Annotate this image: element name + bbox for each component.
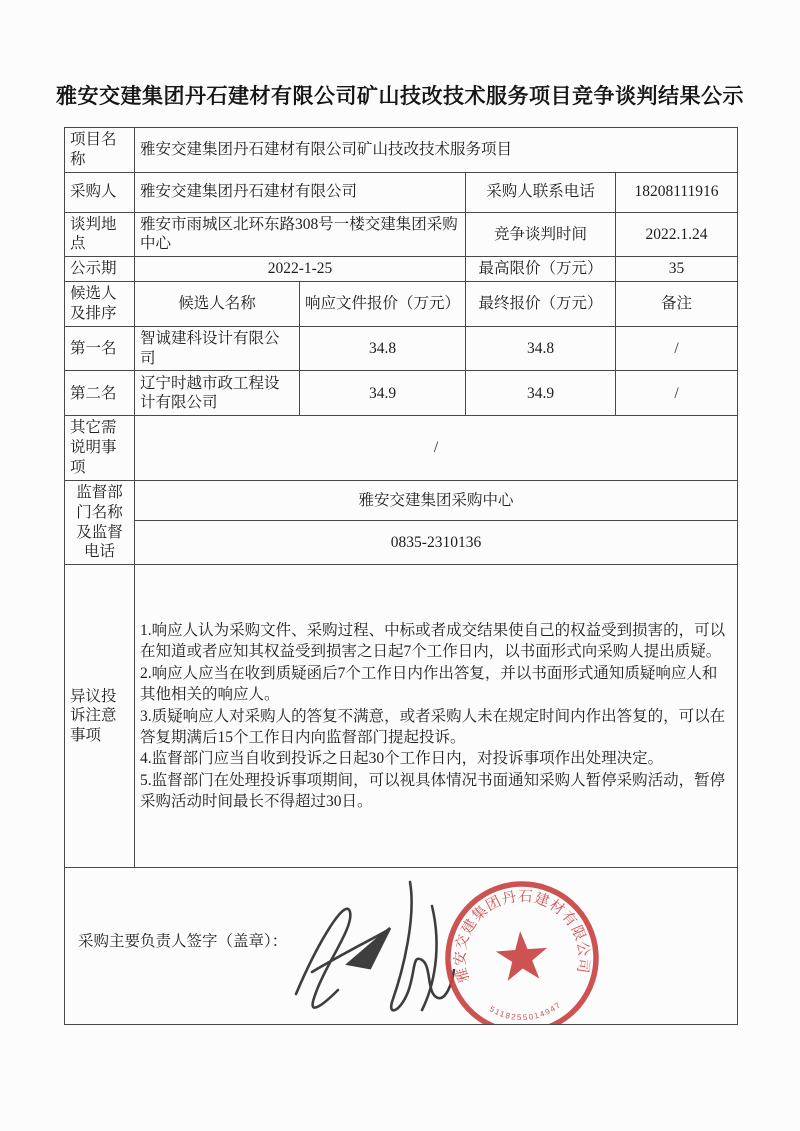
signature-cell: [65, 868, 738, 1025]
header-remark: 备注: [616, 282, 738, 327]
max-price-label: 最高限价（万元）: [466, 257, 616, 282]
negotiation-place-label: 谈判地点: [65, 212, 135, 257]
candidate-1-name: 智诚建科设计有限公司: [135, 326, 300, 371]
objection-item-3: 3.质疑响应人对采购人的答复不满意，或者采购人未在规定时间内作出答复的，可以在答复期满后15个工作日内向监督部门提起投诉。: [140, 707, 726, 746]
objection-notes-cell: [135, 565, 738, 868]
supervisor-label: 监督部门名称及监督电话: [65, 480, 135, 564]
candidate-row-1: [65, 326, 738, 371]
row-other-notes: [65, 416, 738, 480]
header-response-price: 响应文件报价（万元）: [300, 282, 466, 327]
objection-item-2: 2.响应人应当在收到质疑函后7个工作日内作出答复，并以书面形式通知质疑响应人和其他相关的响应人。: [140, 664, 718, 704]
row-publicity: [65, 257, 738, 282]
project-name-label: 项目名称: [65, 128, 135, 173]
objection-item-1: 1.响应人认为采购文件、采购过程、中标或者成交结果使自己的权益受到损害的，可以在知道或者应知其权益受到损害之日起7个工作日内，以书面形式向采购人提出质疑。: [140, 622, 726, 661]
stamp-star-icon: [494, 930, 549, 982]
publicity-period-label: 公示期: [65, 257, 135, 282]
project-name-value: 雅安交建集团丹石建材有限公司矿山技改技术服务项目: [135, 128, 738, 173]
candidate-2-response-price: 34.9: [300, 371, 466, 416]
row-project: [65, 128, 738, 173]
signature-label: 采购主要负责人签字（盖章）：: [78, 933, 288, 951]
candidate-1-rank: 第一名: [65, 326, 135, 371]
page-title: 雅安交建集团丹石建材有限公司矿山技改技术服务项目竞争谈判结果公示: [56, 85, 744, 108]
other-notes-label: 其它需说明事项: [65, 416, 135, 480]
row-supervisor-phone: [65, 521, 738, 565]
company-stamp-icon: [436, 870, 612, 1025]
candidate-1-final-price: 34.8: [466, 326, 616, 371]
purchaser-phone-label: 采购人联系电话: [466, 172, 616, 212]
negotiation-place-value: 雅安市雨城区北环东路308号一楼交建集团采购中心: [135, 212, 466, 257]
purchaser-value: 雅安交建集团丹石建材有限公司: [135, 172, 466, 212]
supervisor-name-value: 雅安交建集团采购中心: [135, 480, 738, 520]
row-signature: [65, 868, 738, 1025]
stamp-code-text: 5118255014947: [487, 1000, 564, 1023]
objection-item-4: 4.监督部门应当自收到投诉之日起30个工作日内，对投诉事项作出处理决定。: [140, 750, 664, 768]
candidate-1-response-price: 34.8: [300, 326, 466, 371]
row-purchaser: [65, 172, 738, 212]
objection-label: 异议投诉注意事项: [65, 565, 135, 868]
purchaser-phone-value: 18208111916: [616, 172, 738, 212]
candidate-2-remark: /: [616, 371, 738, 416]
row-candidates-header: [65, 282, 738, 327]
objection-item-5: 5.监督部门在处理投诉事项期间，可以视具体情况书面通知采购人暂停采购活动，暂停采购活动时间最长不得超过30日。: [140, 771, 726, 811]
publicity-period-value: 2022-1-25: [135, 257, 466, 282]
candidates-label: 候选人及排序: [65, 282, 135, 327]
max-price-value: 35: [616, 257, 738, 282]
negotiation-time-label: 竞争谈判时间: [466, 212, 616, 257]
signature-area: [70, 870, 732, 1022]
candidate-2-rank: 第二名: [65, 371, 135, 416]
row-negotiation: [65, 212, 738, 257]
candidate-row-2: [65, 371, 738, 416]
other-notes-value: /: [135, 416, 738, 480]
svg-text:5118255014947: [487, 1000, 564, 1025]
candidate-2-final-price: 34.9: [466, 371, 616, 416]
stamp-company-text: 雅安交建集团丹石建材有限公司: [452, 888, 592, 985]
purchaser-label: 采购人: [65, 172, 135, 212]
candidate-1-remark: /: [616, 326, 738, 371]
header-final-price: 最终报价（万元）: [466, 282, 616, 327]
candidate-2-name: 辽宁时越市政工程设计有限公司: [135, 371, 300, 416]
supervisor-phone-value: 0835-2310136: [135, 521, 738, 565]
row-supervisor-name: [65, 480, 738, 520]
negotiation-time-value: 2022.1.24: [616, 212, 738, 257]
header-candidate-name: 候选人名称: [135, 282, 300, 327]
result-table: [64, 127, 738, 1025]
row-objection: [65, 565, 738, 868]
